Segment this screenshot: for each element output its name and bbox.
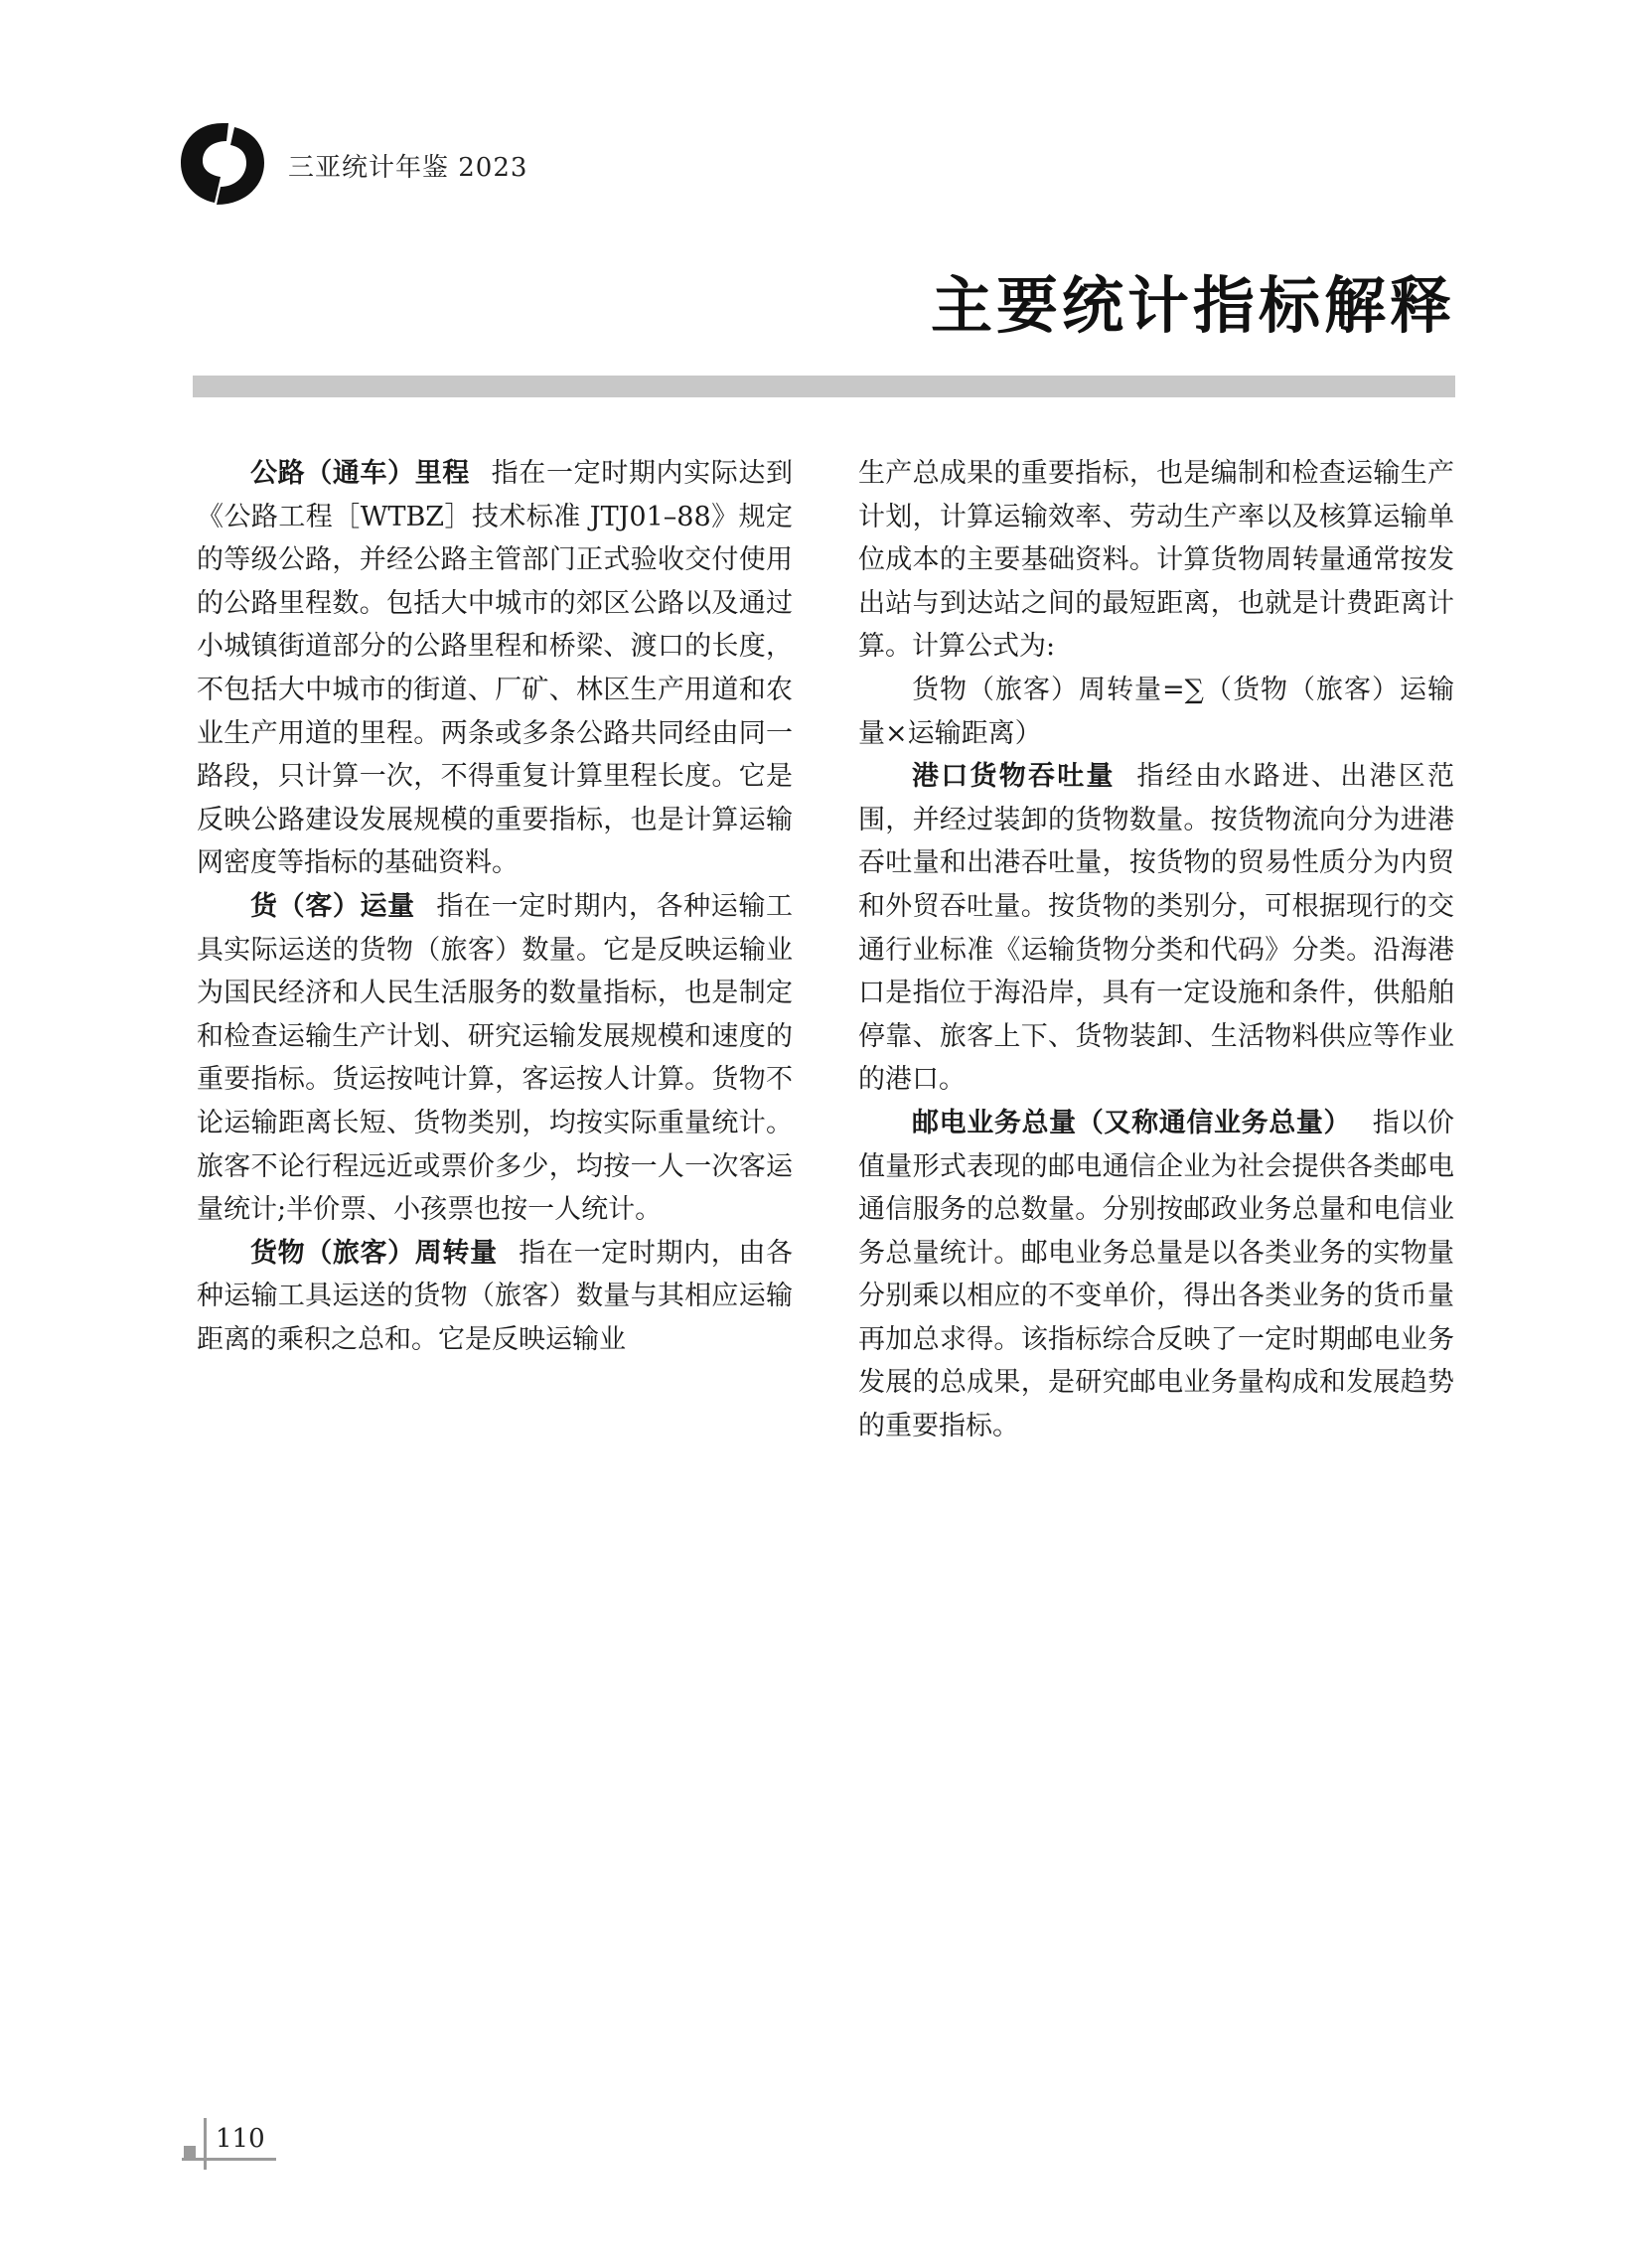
entry-paragraph (197, 1232, 793, 1362)
entry-text: 指在一定时期内实际达到《公路工程［WTBZ］技术标准 JTJ01–88》规定的等级公路，并经公路主管部门正式验收交付使用的公路里程数。包括大中城市的郊区公路以及通过小城镇街道部分的公路里程和桥梁、渡口的长度，不包括大中城市的街道、厂矿、林区生产用道和农业生产用道的里程。两条或多条公路共同经由同一路段，只计算一次，不得重复计算里程长度。它是反映公路建设发展规模的重要指标，也是计算运输网密度等指标的基础资料。 (197, 458, 794, 879)
page-title: 主要统计指标解释 (930, 269, 1455, 342)
entry-term: 货物（旅客）周转量 (250, 1237, 498, 1269)
entry-text: 指以价值量形式表现的邮电通信企业为社会提供各类邮电通信服务的总数量。分别按邮政业务总量和电信业务总量统计。邮电业务总量是以各类业务的实物量分别乘以相应的不变单价，得出各类业务的货币量再加总求得。该指标综合反映了一定时期邮电业务发展的总成果，是研究邮电业务量构成和发展趋势的重要指标。 (858, 1107, 1455, 1442)
entry-paragraph (197, 452, 793, 885)
entry-text: 指在一定时期内，由各种运输工具运送的货物（旅客）数量与其相应运输距离的乘积之总和。它是反映运输业 (197, 1237, 793, 1355)
entry-paragraph (197, 885, 793, 1232)
formula-paragraph: 货物（旅客）周转量=∑（货物（旅客）运输量×运输距离） (858, 674, 1454, 749)
footer-square-mark (184, 2146, 196, 2158)
entry-paragraph (858, 1102, 1454, 1448)
footer-rule (182, 2158, 276, 2161)
yearbook-logo-icon (177, 119, 268, 209)
right-column (858, 452, 1454, 1448)
entry-paragraph (858, 755, 1454, 1102)
body-columns (197, 452, 1454, 1448)
footer-tick-mark (204, 2118, 207, 2170)
entry-text: 指在一定时期内，各种运输工具实际运送的货物（旅客）数量。它是反映运输业为国民经济和人民生活服务的数量指标，也是制定和检查运输生产计划、研究运输发展规模和速度的重要指标。货运按吨计算，客运按人计算。货物不论运输距离长短、货物类别，均按实际重量统计。旅客不论行程远近或票价多少，均按一人一次客运量统计;半价票、小孩票也按一人统计。 (197, 890, 794, 1226)
title-divider-bar (193, 376, 1455, 397)
entry-term: 邮电业务总量（又称通信业务总量） (912, 1107, 1352, 1138)
page-number: 110 (216, 2124, 265, 2154)
entry-term: 港口货物吞吐量 (912, 761, 1116, 793)
entry-term: 公路（通车）里程 (250, 458, 471, 489)
entry-term: 货（客）运量 (250, 890, 415, 922)
entry-text: 指经由水路进、出港区范围，并经过装卸的货物数量。按货物流向分为进港吞吐量和出港吞吐量，按货物的贸易性质分为内贸和外贸吞吐量。按货物的类别分，可根据现行的交通行业标准《运输货物分类和代码》分类。沿海港口是指位于海沿岸，具有一定设施和条件，供船舶停靠、旅客上下、货物装卸、生活物料供应等作业的港口。 (858, 761, 1455, 1096)
left-column (197, 452, 793, 1448)
continuation-paragraph: 生产总成果的重要指标，也是编制和检查运输生产计划，计算运输效率、劳动生产率以及核算运输单位成本的主要基础资料。计算货物周转量通常按发出站与到达站之间的最短距离，也就是计费距离计算。计算公式为: (858, 458, 1454, 663)
header-title: 三亚统计年鉴 2023 (288, 153, 528, 183)
